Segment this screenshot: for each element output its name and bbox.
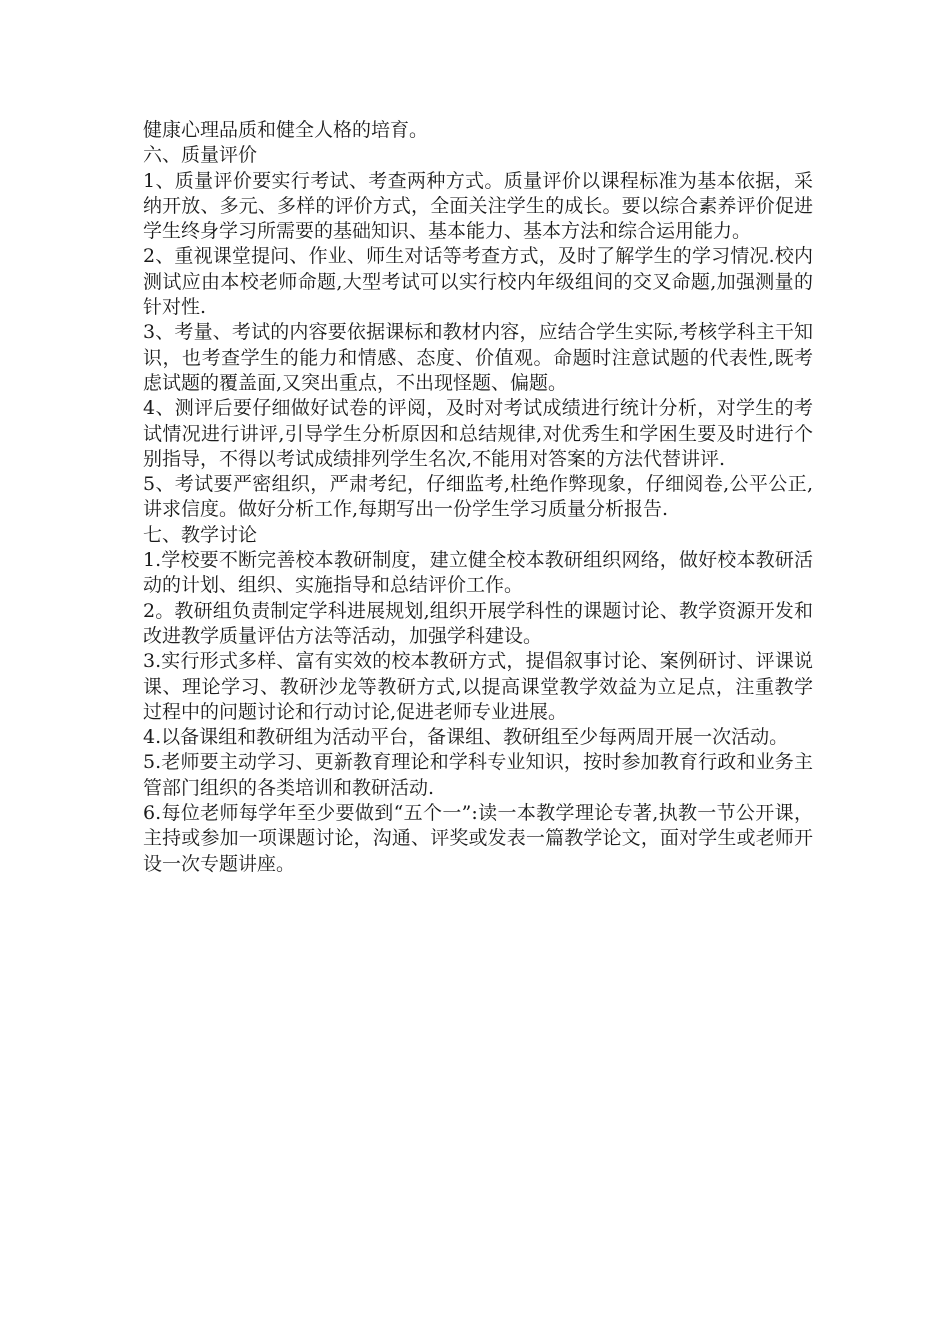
paragraph-quality-3: 3、考量、考试的内容要依据课标和教材内容，应结合学生实际,考核学科主干知识，也考查学生的能力和情感、态度、价值观。命题时注意试题的代表性,既考虑试题的覆盖面,又突出重点，不出现怪题、偏题。	[143, 321, 813, 394]
paragraph-quality-2: 2、重视课堂提问、作业、师生对话等考查方式，及时了解学生的学习情况.校内测试应由本校老师命题,大型考试可以实行校内年级组间的交叉命题,加强测量的针对性.	[143, 245, 813, 319]
paragraph-research-5: 5.老师要主动学习、更新教育理论和学科专业知识，按时参加教育行政和业务主管部门组织的各类培训和教研活动.	[143, 751, 813, 799]
section-heading-teaching-research: 七、教学讨论	[143, 523, 258, 546]
paragraph-research-2: 2。教研组负责制定学科进展规划,组织开展学科性的课题讨论、教学资源开发和改进教学质量评估方法等活动，加强学科建设。	[143, 599, 813, 647]
paragraph-research-3: 3.实行形式多样、富有实效的校本教研方式，提倡叙事讨论、案例研讨、评课说课、理论学习、教研沙龙等教研方式,以提高课堂教学效益为立足点，注重教学过程中的问题讨论和行动讨论,促进老师专业进展。	[143, 650, 813, 723]
paragraph-research-4: 4.以备课组和教研组为活动平台，备课组、教研组至少每两周开展一次活动。	[143, 726, 789, 749]
paragraph-quality-1: 1、质量评价要实行考试、考查两种方式。质量评价以课程标准为基本依据，采纳开放、多元、多样的评价方式，全面关注学生的成长。要以综合素养评价促进学生终身学习所需要的基础知识、基本能力、基本方法和综合运用能力。	[143, 169, 813, 243]
paragraph-research-1: 1.学校要不断完善校本教研制度，建立健全校本教研组织网络，做好校本教研活动的计划、组织、实施指导和总结评价工作。	[143, 549, 813, 597]
document-body	[143, 118, 813, 877]
paragraph-research-6: 6.每位老师每学年至少要做到“五个一”:读一本教学理论专著,执教一节公开课，主持或参加一项课题讨论，沟通、评奖或发表一篇教学论文，面对学生或老师开设一次专题讲座。	[143, 802, 813, 875]
paragraph-continuation: 健康心理品质和健全人格的培育。	[143, 119, 429, 141]
paragraph-quality-4: 4、测评后要仔细做好试卷的评阅，及时对考试成绩进行统计分析，对学生的考试情况进行讲评,引导学生分析原因和总结规律,对优秀生和学困生要及时进行个别指导，不得以考试成绩排列学生名次,不能用对答案的方法代替讲评.	[143, 397, 813, 470]
paragraph-quality-5: 5、考试要严密组织，严肃考纪，仔细监考,杜绝作弊现象，仔细阅卷,公平公正,讲求信度。做好分析工作,每期写出一份学生学习质量分析报告.	[143, 473, 813, 521]
section-heading-quality-evaluation: 六、质量评价	[143, 144, 258, 167]
